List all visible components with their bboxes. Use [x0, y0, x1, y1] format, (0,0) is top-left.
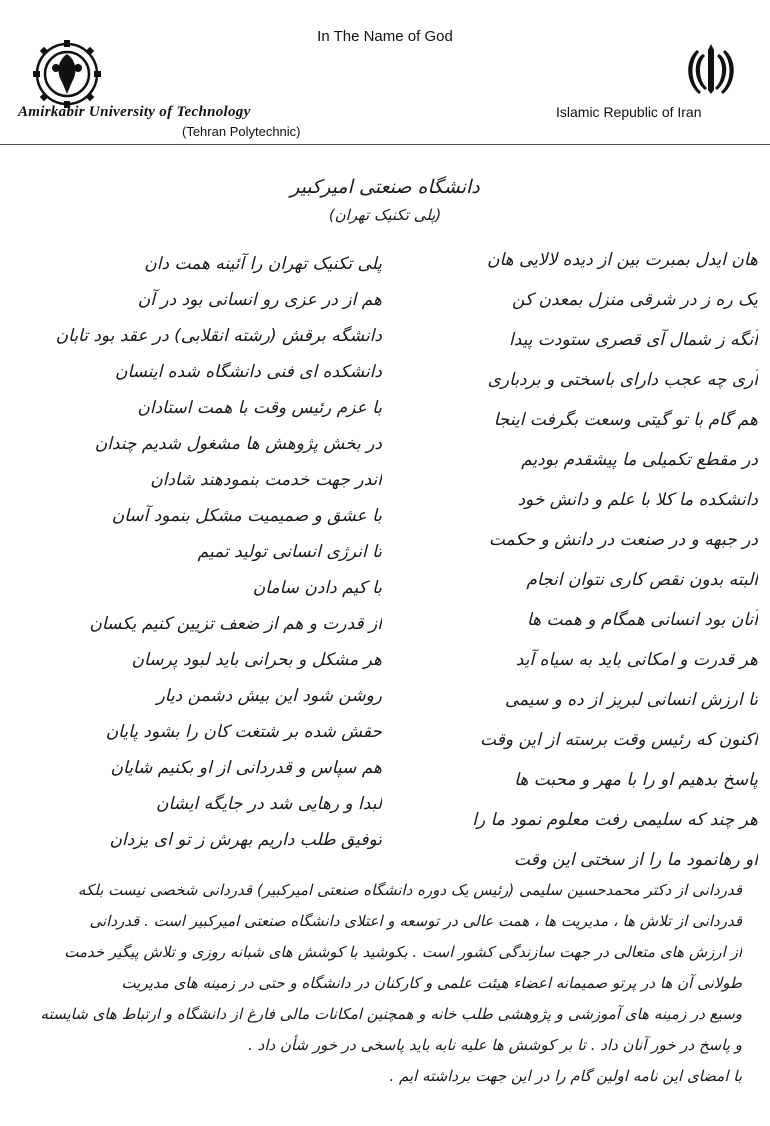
poem-line: با کیم دادن سامان	[252, 578, 382, 598]
poem-line: او رهانمود ما را از سختی این وقت	[513, 850, 758, 870]
poem-line: حقش شده بر شتغت کان را بشود پایان	[105, 722, 382, 742]
poem-left-column	[42, 246, 382, 858]
body-line: قدردانی از تلاش ها ، مدیریت ها ، همت عالی در توسعه و اعتلای دانشگاه صنعتی امیرکبیر است . قدردانی	[89, 912, 742, 930]
poem-line: آنان بود انسانی همگام و همت ها	[526, 610, 758, 630]
university-name: Amirkabir University of Technology	[18, 104, 251, 120]
body-line: با امضای این نامه اولین گام را در این جهت برداشته ایم .	[389, 1067, 742, 1085]
header-divider	[0, 144, 770, 145]
letter-subtitle: (پلی تکنیک تهران)	[328, 206, 442, 224]
poem-line: پلی تکنیک تهران را آئینه همت دان	[144, 254, 382, 274]
letter-body	[30, 875, 742, 1092]
poem-line: در جبهه و در صنعت در دانش و حکمت	[488, 530, 758, 550]
poem-line: توفیق طلب داریم بهرش ز تو ای یزدان	[109, 830, 382, 850]
poem-line: با عزم رئیس وقت با همت استادان	[137, 398, 382, 418]
poem-line: هر قدرت و امکانی باید به سیاه آید	[515, 650, 758, 670]
poem-line: هم سپاس و قدردانی از او بکنیم شایان	[110, 758, 382, 778]
poem-line: یک ره ز در شرقی منزل بمعدن کن	[512, 290, 758, 310]
poem-line: لبدا و رهایی شد در جایگه ایشان	[156, 794, 382, 814]
poem-line: تا ارزش انسانی لبریز از ده و سیمی	[504, 690, 758, 710]
country-name: Islamic Republic of Iran	[556, 104, 702, 120]
university-subtitle: (Tehran Polytechnic)	[182, 124, 301, 139]
body-line: از ارزش های متعالی در جهت سازندگی کشور است . بکوشید با کوشش های شبانه روزی و تلاش پیگیر خدمت	[64, 943, 742, 961]
poem-line: هان ایدل بمبرت بین از دیده لالایی هان	[486, 250, 758, 270]
letter-title: دانشگاه صنعتی امیرکبیر	[290, 176, 480, 198]
poem-line: از قدرت و هم از ضعف تزیین کنیم یکسان	[89, 614, 382, 634]
poem-line: دانشکده ای فنی دانشگاه شده اینسان	[114, 362, 382, 382]
poem-line: هر مشکل و بحرانی باید لبود پرسان	[131, 650, 382, 670]
body-line: وسیع در زمینه های آموزشی و پژوهشی طلب خانه و همچنین امکانات مالی فارغ از دانشگاه و ارتباط های شایسته	[40, 1005, 742, 1023]
poem-right-column	[418, 240, 758, 880]
poem-line: هم از در عزی رو انسانی بود در آن	[137, 290, 382, 310]
poem-line: هر چند که سلیمی رفت معلوم نمود ما را	[472, 810, 758, 830]
body-line: قدردانی از دکتر محمدحسین سلیمی (رئیس یک دوره دانشگاه صنعتی امیرکبیر) قدردانی شخصی نیست بلکه	[77, 881, 742, 899]
header-title: In The Name of God	[317, 28, 453, 45]
poem-line: اندر جهت خدمت بنمودهند شادان	[150, 470, 382, 490]
body-line: و پاسخ در خور آنان داد . تا بر کوشش ها علیه نابه باید پاسخی در خور شأن داد .	[248, 1036, 742, 1054]
poem-line: با عشق و صمیمیت مشکل بنمود آسان	[111, 506, 382, 526]
poem-line: آنگه ز شمال آی قصری ستودت پیدا	[508, 330, 758, 350]
poem-line: اکنون که رئیس وقت برسته از این وقت	[480, 730, 758, 750]
poem-line: آری چه عجب دارای باسختی و بردباری	[487, 370, 758, 390]
poem-line: پاسخ بدهیم او را با مهر و محبت ها	[514, 770, 758, 790]
poem-line: هم گام با تو گیتی وسعت بگرفت اینجا	[493, 410, 758, 430]
poem-line: در مقطع تکمیلی ما پیشقدم بودیم	[521, 450, 758, 470]
body-line: طولانی آن ها در پرتو صمیمانه اعضاء هیئت علمی و کارکنان در دانشگاه و حتی در زمینه های مدیریت	[121, 974, 742, 992]
poem-line: دانشگه برقش (رشته انقلابی) در عقد بود تابان	[55, 326, 382, 346]
poem-line: تا انرژی انسانی تولید تمیم	[197, 542, 382, 562]
university-logo-icon	[28, 38, 106, 110]
poem-line: روشن شود این بیش دشمن دیار	[156, 686, 382, 706]
poem-line: دانشکده ما کلا با علم و دانش خود	[517, 490, 758, 510]
iran-emblem-icon	[685, 40, 737, 96]
poem-line: در بخش پژوهش ها مشغول شدیم چندان	[94, 434, 382, 454]
poem-line: البته بدون نقص کاری نتوان انجام	[526, 570, 758, 590]
